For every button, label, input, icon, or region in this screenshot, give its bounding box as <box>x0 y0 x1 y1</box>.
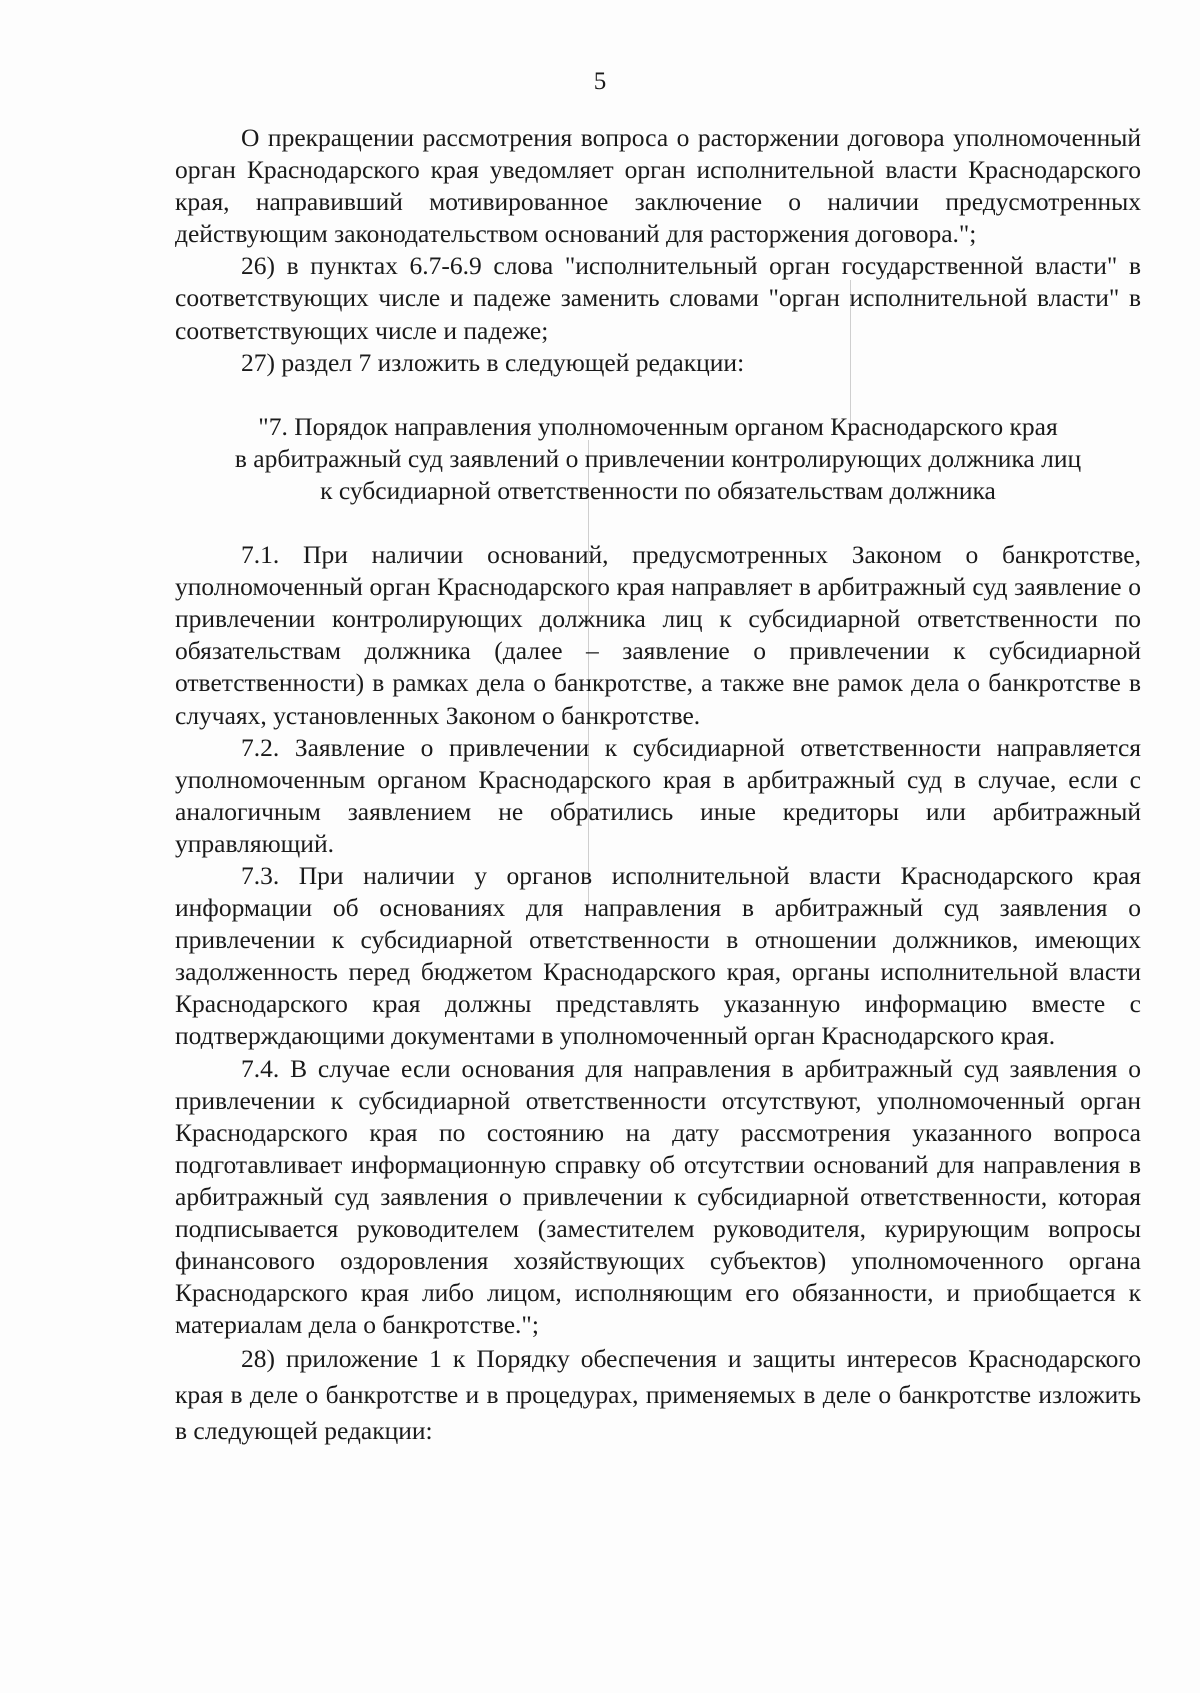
paragraph-7-4: 7.4. В случае если основания для направления в арбитражный суд заявления о привлечении к субсидиарной ответственности отсутствуют, уполномоченный орган Краснодарского края по состоянию на дату рассмотрения указанного вопроса подготавливает информационную справку об отсутствии оснований для направления в арбитражный суд заявления о привлечении к субсидиарной ответственности, которая подписывается руководителем (заместителем руководителя, курирующим вопросы финансового оздоровления хозяйствующих субъектов) уполномоченного органа Краснодарского края либо лицом, исполняющим его обязанности, и приобщается к материалам дела о банкротстве."; <box>175 1053 1141 1340</box>
section-heading-line-1: "7. Порядок направления уполномоченным органом Краснодарского края <box>258 411 1058 441</box>
paragraph-7-2: 7.2. Заявление о привлечении к субсидиарной ответственности направляется уполномоченным органом Краснодарского края в арбитражный суд в случае, если с аналогичным заявлением не обратились иные кредиторы или арбитражный управляющий. <box>175 732 1141 858</box>
paragraph-7-1: 7.1. При наличии оснований, предусмотренных Законом о банкротстве, уполномоченный орган Краснодарского края направляет в арбитражный суд заявление о привлечении контролирующих должника лиц к субсидиарной ответственности по обязательствам должника (далее – заявление о привлечении к субсидиарной ответственности) в рамках дела о банкротстве, а также вне рамок дела о банкротстве в случаях, установленных Законом о банкротстве. <box>175 540 1141 730</box>
paragraph-termination-notice: О прекращении рассмотрения вопроса о расторжении договора уполномоченный орган Краснодарского края уведомляет орган исполнительной власти Краснодарского края, направивший мотивированное заключение о наличии предусмотренных действующим законодательством оснований для расторжения договора."; <box>175 123 1141 249</box>
section-7-heading <box>175 411 1141 507</box>
scan-artifact-line <box>588 440 589 910</box>
paragraph-item-27: 27) раздел 7 изложить в следующей редакции: <box>241 347 745 377</box>
paragraph-7-3: 7.3. При наличии у органов исполнительной власти Краснодарского края информации об основаниях для направления в арбитражный суд заявления о привлечении к субсидиарной ответственности в отношении должников, имеющих задолженность перед бюджетом Краснодарского края, органы исполнительной власти Краснодарского края должны представлять указанную информацию вместе с подтверждающими документами в уполномоченный орган Краснодарского края. <box>175 860 1141 1051</box>
paragraph-item-28: 28) приложение 1 к Порядку обеспечения и защиты интересов Краснодарского края в деле о банкротстве и в процедурах, применяемых в деле о банкротстве изложить в следующей редакции: <box>175 1344 1141 1446</box>
section-heading-line-2: в арбитражный суд заявлений о привлечении контролирующих должника лиц <box>234 443 1082 473</box>
document-body <box>175 122 1141 1449</box>
section-heading-line-3: к субсидиарной ответственности по обязательствам должника <box>320 475 996 505</box>
scan-artifact-line <box>850 280 851 430</box>
paragraph-item-26: 26) в пунктах 6.7-6.9 слова "исполнительный орган государственной власти" в соответствующих числе и падеже заменить словами "орган исполнительной власти" в соответствующих числе и падеже; <box>175 251 1141 345</box>
page-number: 5 <box>593 68 607 95</box>
